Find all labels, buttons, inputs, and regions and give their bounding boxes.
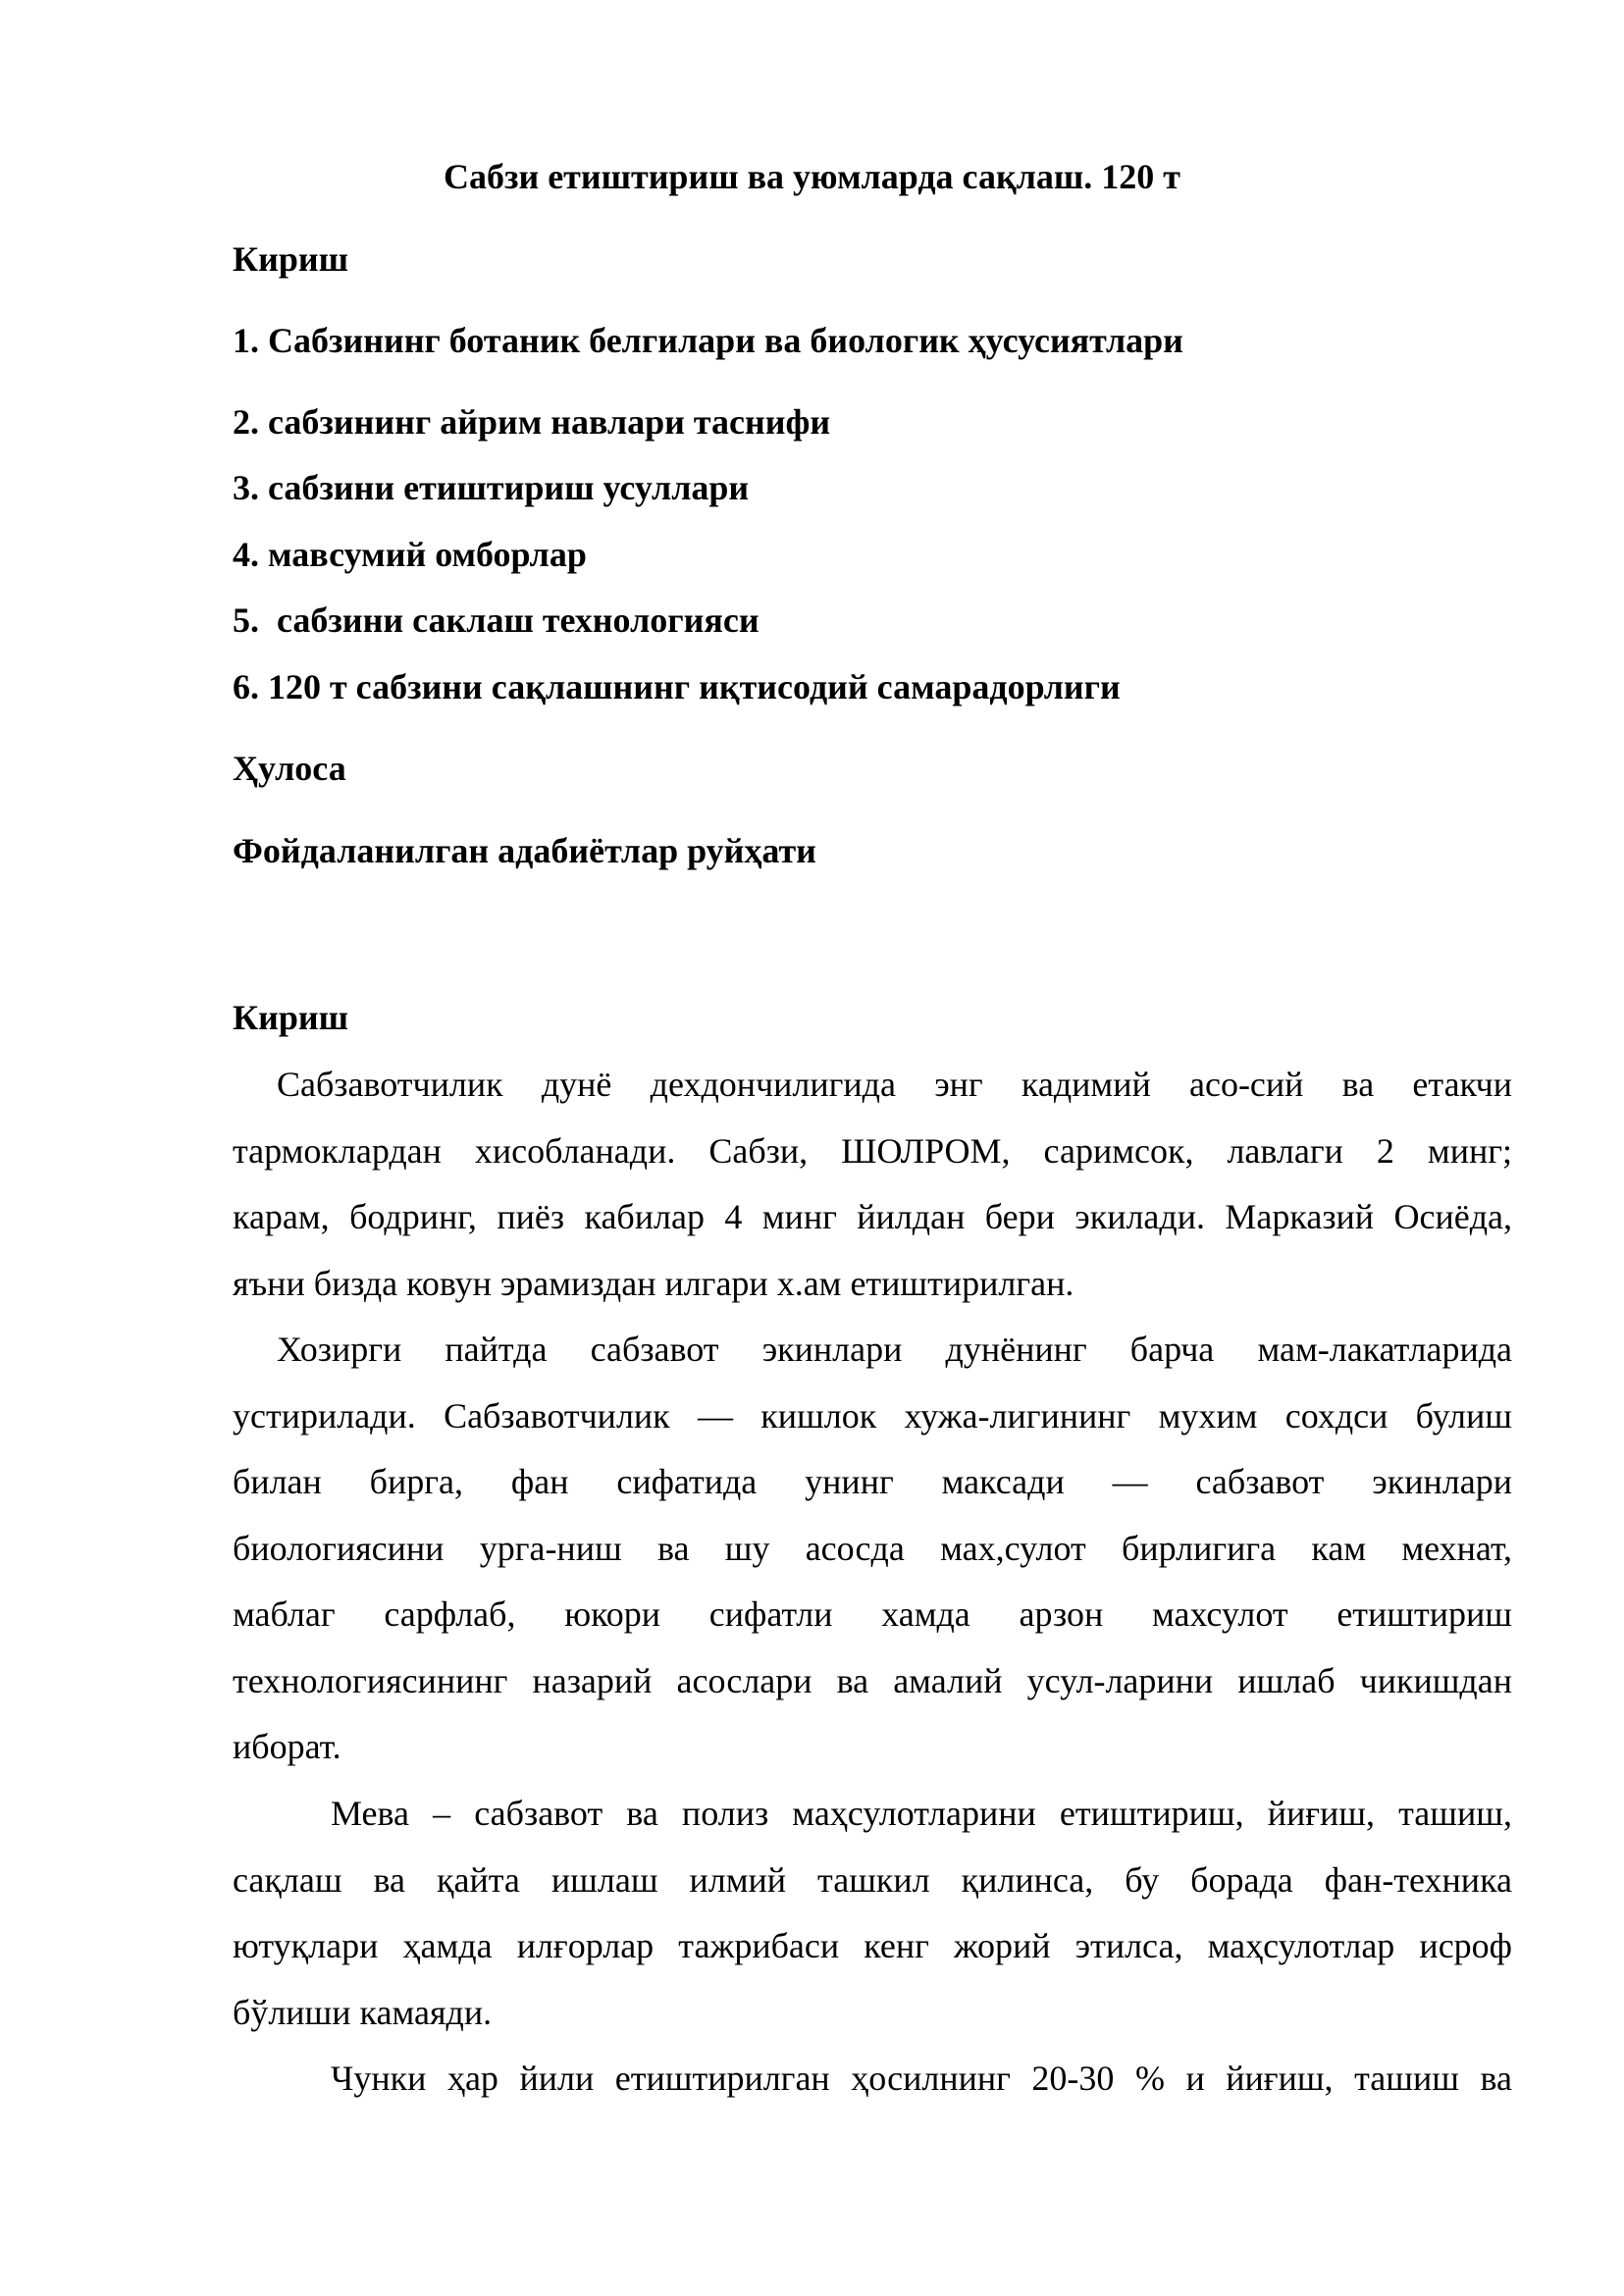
toc-item-references: Фойдаланилган адабиётлар руйҳати [233, 831, 816, 870]
toc-item-conclusion: Ҳулоса [233, 749, 346, 788]
toc-item-5: 5. сабзини саклаш технологияси [233, 600, 760, 640]
paragraph-line: биологиясини урга-ниш ва шу асосда мах,сулот бирлигига кам мехнат, [233, 1528, 1512, 1568]
paragraph-line: ютуқлари ҳамда илғорлар тажрибаси кенг жорий этилса, маҳсулотлар исроф [233, 1926, 1512, 1965]
paragraph-1 [233, 1052, 1512, 1317]
paragraph-line: Чунки ҳар йили етиштирилган ҳосилнинг 20-30 % и йиғиш, ташиш ва [331, 2059, 1512, 2098]
paragraph-line: бўлиши камаяди. [233, 1992, 493, 2032]
paragraph-3 [233, 1781, 1512, 2046]
paragraph-line: билан бирга, фан сифатида унинг максади — сабзавот экинлари [233, 1462, 1512, 1501]
toc-item-3: 3. сабзини етиштириш усуллари [233, 468, 750, 507]
paragraph-line: сақлаш ва қайта ишлаш илмий ташкил қилинса, бу борада фан-техника [233, 1859, 1512, 1900]
paragraph-line: тармоклардан хисобланади. Сабзи, ШОЛРОМ, саримсок, лавлаги 2 минг; [233, 1130, 1512, 1171]
document-title: Сабзи етиштириш ва уюмларда сақлаш. 120 т [444, 157, 1180, 196]
paragraph-line: маблаг сарфлаб, юкори сифатли хамда арзон махсулот етиштириш [233, 1594, 1512, 1634]
section-heading-intro: Кириш [233, 998, 349, 1037]
toc-item-2: 2. сабзининг айрим навлари таснифи [233, 402, 831, 442]
paragraph-line: технологиясининг назарий асослари ва амалий усул-ларини ишлаб чикишдан [233, 1660, 1512, 1700]
paragraph-line: Хозирги пайтда сабзавот экинлари дунёнинг барча мам-лакатларида [277, 1330, 1512, 1369]
paragraph-line: яъни бизда ковун эрамиздан илгари х.ам етиштирилган. [233, 1263, 1074, 1303]
paragraph-2 [233, 1317, 1512, 1781]
paragraph-line: иборат. [233, 1727, 341, 1766]
toc-item-1: 1. Сабзининг ботаник белгилари ва биологик ҳусусиятлари [233, 321, 1183, 360]
toc-item-4: 4. мавсумий омборлар [233, 535, 587, 574]
paragraph-line: Мева – сабзавот ва полиз маҳсулотларини етиштириш, йиғиш, ташиш, [331, 1794, 1512, 1833]
paragraph-4 [233, 2046, 1512, 2113]
toc-item-6: 6. 120 т сабзини сақлашнинг иқтисодий самарадорлиги [233, 667, 1121, 706]
paragraph-line: Сабзавотчилик дунё дехдончилигида энг кадимий асо-сий ва етакчи [277, 1065, 1512, 1104]
paragraph-line: устирилади. Сабзавотчилик — кишлок хужа-лигининг мухим сохдси булиш [233, 1395, 1512, 1435]
toc-item-intro: Кириш [233, 239, 349, 279]
paragraph-line: карам, бодринг, пиёз кабилар 4 минг йилдан бери экилади. Марказий Осиёда, [233, 1197, 1512, 1236]
